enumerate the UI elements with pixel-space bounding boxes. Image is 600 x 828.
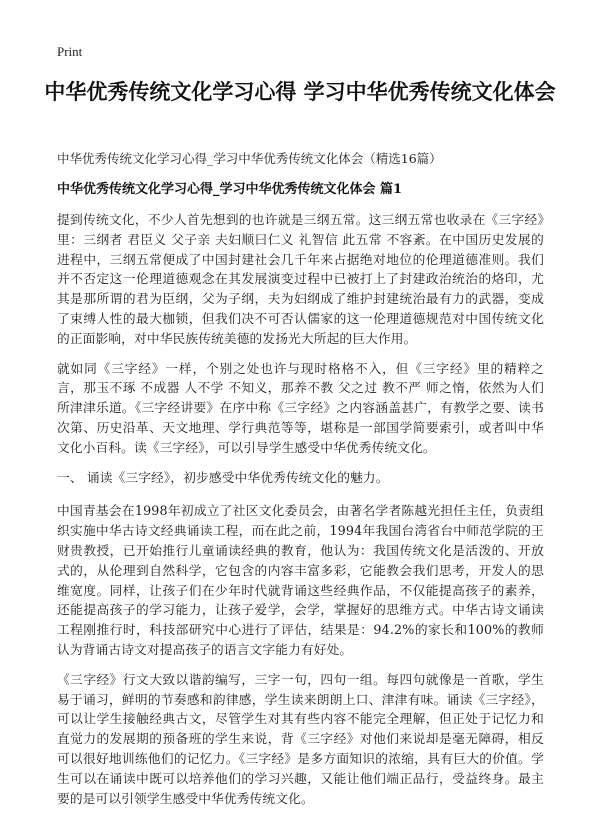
- paragraph-rhyme: 《三字经》行文大致以谐韵编写，三字一句，四句一组。每四句就像是一首歌，学生易于诵习，鲜明的节奏感和韵律感，学生读来朗朗上口、津津有味。诵读《三字经》，可以让学生接触经典古文，尽管学生对其有些内容不能完全理解，但正处于记忆力和直觉力的发展期的预备班的学生来说，背《三字经》对他们来说却是毫无障碍，相反可以很好地训练他们的记忆力。《三字经》是多方面知识的浓缩，具有巨大的价值。学生可以在诵读中既可以培养他们的学习兴趣，又能让他们端正品行，受益终身。最主要的是可以引领学生感受中华优秀传统文化。: [57, 671, 544, 806]
- article-body: [57, 210, 544, 818]
- paragraph-subheading: 一、 诵读《三字经》，初步感受中华优秀传统文化的魅力。: [57, 469, 389, 485]
- page-title: 中华优秀传统文化学习心得 学习中华优秀传统文化体会: [44, 80, 556, 104]
- print-link[interactable]: Print: [57, 44, 83, 59]
- section-heading: 中华优秀传统文化学习心得_学习中华优秀传统文化体会 篇1: [57, 182, 403, 197]
- paragraph-recitation-project: 中国青基会在1998年初成立了社区文化委员会，由著名学者陈越光担任主任，负责组织实施中华古诗文经典诵读工程，而在此之前，1994年我国台湾省台中师范学院的王财贵教授，已开始推行儿童诵读经典的教育，他认为：我国传统文化是活泼的、开放式的，从伦理到自然科学，它包含的内容丰富多彩，它能教会我们思考，开发人的思维宽度。同样，让孩子们在少年时代就背诵这些经典作品，不仅能提高孩子的素养，还能提高孩子的学习能力，让孩子爱学，会学，掌握好的思维方式。中华古诗文诵读工程刚推行时，科技部研究中心进行了评估，结果是：94.2%的家长和100%的教师认为背诵古诗文对提高孩子的语言文字能力有好处。: [57, 503, 544, 657]
- paragraph-sanzijing: 就如同《三字经》一样，个别之处也许与现时格格不入，但《三字经》里的精粹之言，那玉不琢 不成器 人不学 不知义，那养不教 父之过 教不严 师之惰，依然为人们所津津乐道。《三字经讲要》在序中称《三字经》之内容涵盖甚广，有教学之要、读书次第、历史沿革、天文地理、学行典范等等，堪称是一部国学简要索引，或者叫中华文化小百科。读《三字经》，可以引导学生感受中华优秀传统文化。: [57, 360, 544, 455]
- paragraph-intro: 提到传统文化，不少人首先想到的也许就是三纲五常。这三纲五常也收录在《三字经》里：三纲者 君臣义 父子亲 夫妇顺曰仁义 礼智信 此五常 不容紊。在中国历史发展的进程中，三纲五常便成了中国封建社会几千年来占据绝对地位的伦理道德准则。我们并不否定这一伦理道德观念在其发展演变过程中已被打上了封建政治统治的烙印，尤其是那所谓的君为臣纲，父为子纲，夫为妇纲成了维护封建统治最有力的武器，变成了束缚人性的最大枷锁，但我们决不可否认儒家的这一伦理道德规范对中国传统文化的正面影响，对中华民族传统美德的发扬光大所起的巨大作用。: [57, 212, 544, 346]
- document-subtitle: 中华优秀传统文化学习心得_学习中华优秀传统文化体会（精选16篇）: [57, 151, 442, 166]
